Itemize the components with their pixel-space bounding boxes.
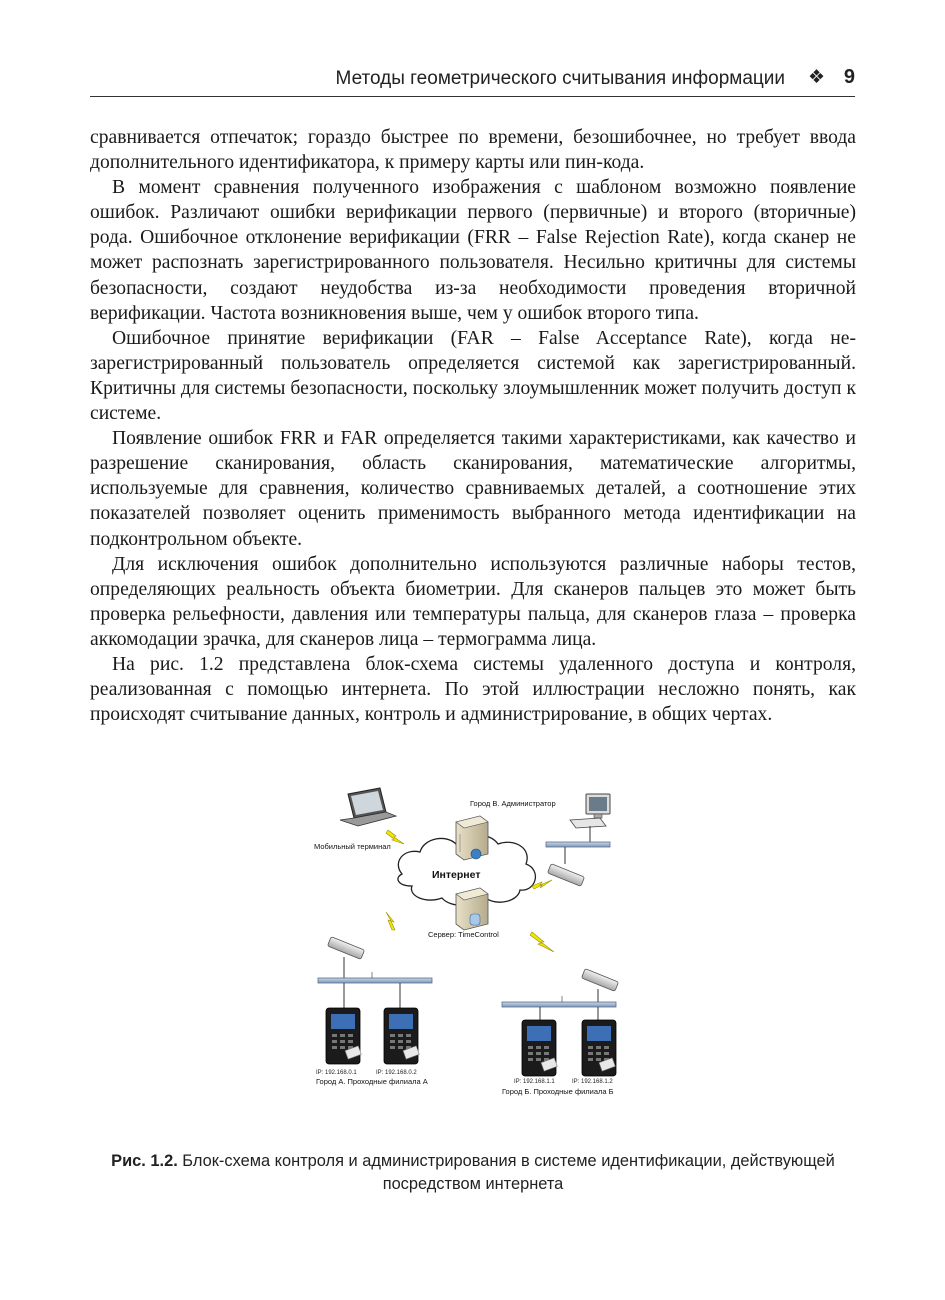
figure-caption xyxy=(90,1150,856,1196)
paragraph: Ошибочное принятие верификации (FAR – False Acceptance Rate), когда незарегистрированный пользователь определяется системой как зарегистрированный. Критичны для системы безопасности, поскольку злоумышленник может получить доступ к системе. xyxy=(90,327,856,425)
desktop-computer-icon xyxy=(570,794,610,842)
paragraph: Появление ошибок FRR и FAR определяется такими характеристиками, как качество и разрешение сканирования, область сканирования, математические алгоритмы, используемые для сравнения, количество сравниваемых деталей, а соотношение этих показателей позволяет оценить применимость выбранного метода идентификации на подконтрольном объекте. xyxy=(90,428,856,550)
branch-a-label: Город А. Проходные филиала А xyxy=(316,1077,428,1086)
mobile-terminal-label: Мобильный терминал xyxy=(314,842,391,851)
admin-network-bus xyxy=(546,842,610,847)
ip-label: IP: 192.168.0.1 xyxy=(316,1070,357,1076)
network-switch-icon xyxy=(327,937,364,960)
server-label: Сервер: TimeControl xyxy=(428,930,499,939)
paragraph: Для исключения ошибок дополнительно используются различные наборы тестов, определяющих реальность объекта биометрии. Для сканеров пальцев это может быть проверка рельефности, давления или температуры пальца, для сканеров глаза – проверка аккомодации зрачка, для сканеров лица – термограмма лица. xyxy=(90,553,856,650)
running-header xyxy=(90,62,855,97)
branch-b-label: Город Б. Проходные филиала Б xyxy=(502,1087,614,1096)
network-switch-icon xyxy=(581,969,618,992)
paragraph: На рис. 1.2 представлена блок-схема системы удаленного доступа и контроля, реализованная с помощью интернета. По этой иллюстрации несложно понять, как происходят считывание данных, контроль и администрирование, в общих чертах. xyxy=(90,653,856,726)
paragraph: сравнивается отпечаток; гораздо быстрее по времени, безошибочнее, но требует ввода дополнительного идентификатора, к примеру карты или пин-кода. xyxy=(90,127,856,174)
page-number: 9 xyxy=(843,66,855,88)
branch-b-network-bus xyxy=(502,1002,616,1007)
ip-label: IP: 192.168.0.2 xyxy=(376,1070,417,1076)
branch-a-network-bus xyxy=(318,978,432,983)
access-terminal-icon xyxy=(384,1008,419,1064)
body-text xyxy=(90,125,856,727)
ornament-icon: ❖ xyxy=(807,67,825,88)
caption-text: Блок-схема контроля и администрирования в системе идентификации, действующей посредством интернета xyxy=(177,1152,835,1193)
network-diagram-figure xyxy=(300,782,650,1100)
ip-label: IP: 192.168.1.2 xyxy=(572,1079,613,1085)
ip-label: IP: 192.168.1.1 xyxy=(514,1079,555,1085)
paragraph: В момент сравнения полученного изображения с шаблоном возможно появление ошибок. Различают ошибки верификации первого (первичные) и второго (вторичные) рода. Ошибочное отклонение верификации (FRR – False Rejection Rate), когда сканер не может распознать зарегистрированного пользователя. Несильно критичны для системы безопасности, создают неудобства из-за необходимости проведения вторичной верификации. Частота возникновения выше, чем у ошибок второго типа. xyxy=(90,177,856,324)
caption-label: Рис. 1.2. xyxy=(111,1152,178,1170)
admin-city-label: Город В. Администратор xyxy=(470,799,556,808)
server-icon xyxy=(456,816,488,860)
access-terminal-icon xyxy=(522,1020,557,1076)
running-head-title: Методы геометрического считывания информации xyxy=(335,68,785,89)
network-switch-icon xyxy=(547,864,584,887)
laptop-icon xyxy=(340,788,396,826)
database-server-icon xyxy=(456,888,488,930)
access-terminal-icon xyxy=(582,1020,616,1076)
internet-label: Интернет xyxy=(432,869,481,881)
access-terminal-icon xyxy=(326,1008,361,1064)
